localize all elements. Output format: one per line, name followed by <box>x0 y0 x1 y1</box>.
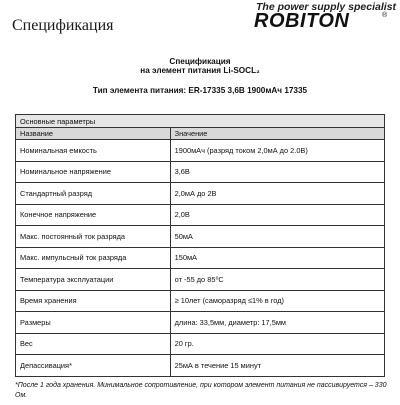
spec-heading: Спецификация <box>169 57 231 66</box>
table-row <box>16 204 385 226</box>
page-title: Спецификация <box>12 17 114 34</box>
table-row <box>16 269 385 291</box>
table-row <box>16 161 385 183</box>
parameter-name-cell: Номинальная емкость <box>16 140 171 162</box>
parameter-value-cell: 25мА в течение 15 минут <box>170 355 384 377</box>
parameter-value-cell: ≥ 10лет (саморазряд ≤1% в год) <box>170 290 384 312</box>
robiton-logo <box>244 1 396 31</box>
parameter-name-cell: Макс. импульсный ток разряда <box>16 247 171 269</box>
spec-table <box>15 114 385 377</box>
table-row <box>16 247 385 269</box>
parameter-name-cell: Макс. постоянный ток разряда <box>16 226 171 248</box>
cell-type-heading: Тип элемента питания: ER-17335 3,6В 1900мАч 17335 <box>92 86 308 95</box>
parameter-name-cell: Конечное напряжение <box>16 204 171 226</box>
table-row <box>16 355 385 377</box>
column-header-name: Название <box>16 128 171 140</box>
parameter-name-cell: Стандартный разряд <box>16 183 171 205</box>
table-header-row <box>16 128 385 140</box>
parameter-value-cell: длина: 33,5мм, диаметр: 17,5мм <box>170 312 384 334</box>
parameter-value-cell: 2,0В <box>170 204 384 226</box>
logo-registered-mark: ® <box>382 12 388 19</box>
logo-brand: ROBITON <box>254 10 350 32</box>
parameter-name-cell: Температура эксплуатации <box>16 269 171 291</box>
spec-subheading: на элемент питания Li-SOCL₂ <box>140 66 260 75</box>
parameter-value-cell: 3,6В <box>170 161 384 183</box>
table-group-label: Основные параметры <box>16 115 385 128</box>
parameter-value-cell: 50мА <box>170 226 384 248</box>
table-row <box>16 226 385 248</box>
table-group-row <box>16 115 385 128</box>
parameter-name-cell: Вес <box>16 333 171 355</box>
footnote: *После 1 года хранения. Минимальное сопротивление, при котором элемент питания не пассивируется – 330 Ом. <box>15 382 387 399</box>
parameter-name-cell: Номинальное напряжение <box>16 161 171 183</box>
parameter-value-cell: от -55 до 85⁰С <box>170 269 384 291</box>
logo-tagline: The power supply specialist <box>256 1 397 13</box>
table-row <box>16 140 385 162</box>
parameter-name-cell: Депассивация* <box>16 355 171 377</box>
parameter-value-cell: 2,0мА до 2В <box>170 183 384 205</box>
parameter-name-cell: Время хранения <box>16 290 171 312</box>
parameter-value-cell: 20 гр. <box>170 333 384 355</box>
parameter-value-cell: 150мА <box>170 247 384 269</box>
table-row <box>16 312 385 334</box>
table-row <box>16 333 385 355</box>
table-row <box>16 183 385 205</box>
column-header-value: Значение <box>170 128 384 140</box>
table-row <box>16 290 385 312</box>
parameter-value-cell: 1900мАч (разряд током 2,0мА до 2.0В) <box>170 140 384 162</box>
parameter-name-cell: Размеры <box>16 312 171 334</box>
